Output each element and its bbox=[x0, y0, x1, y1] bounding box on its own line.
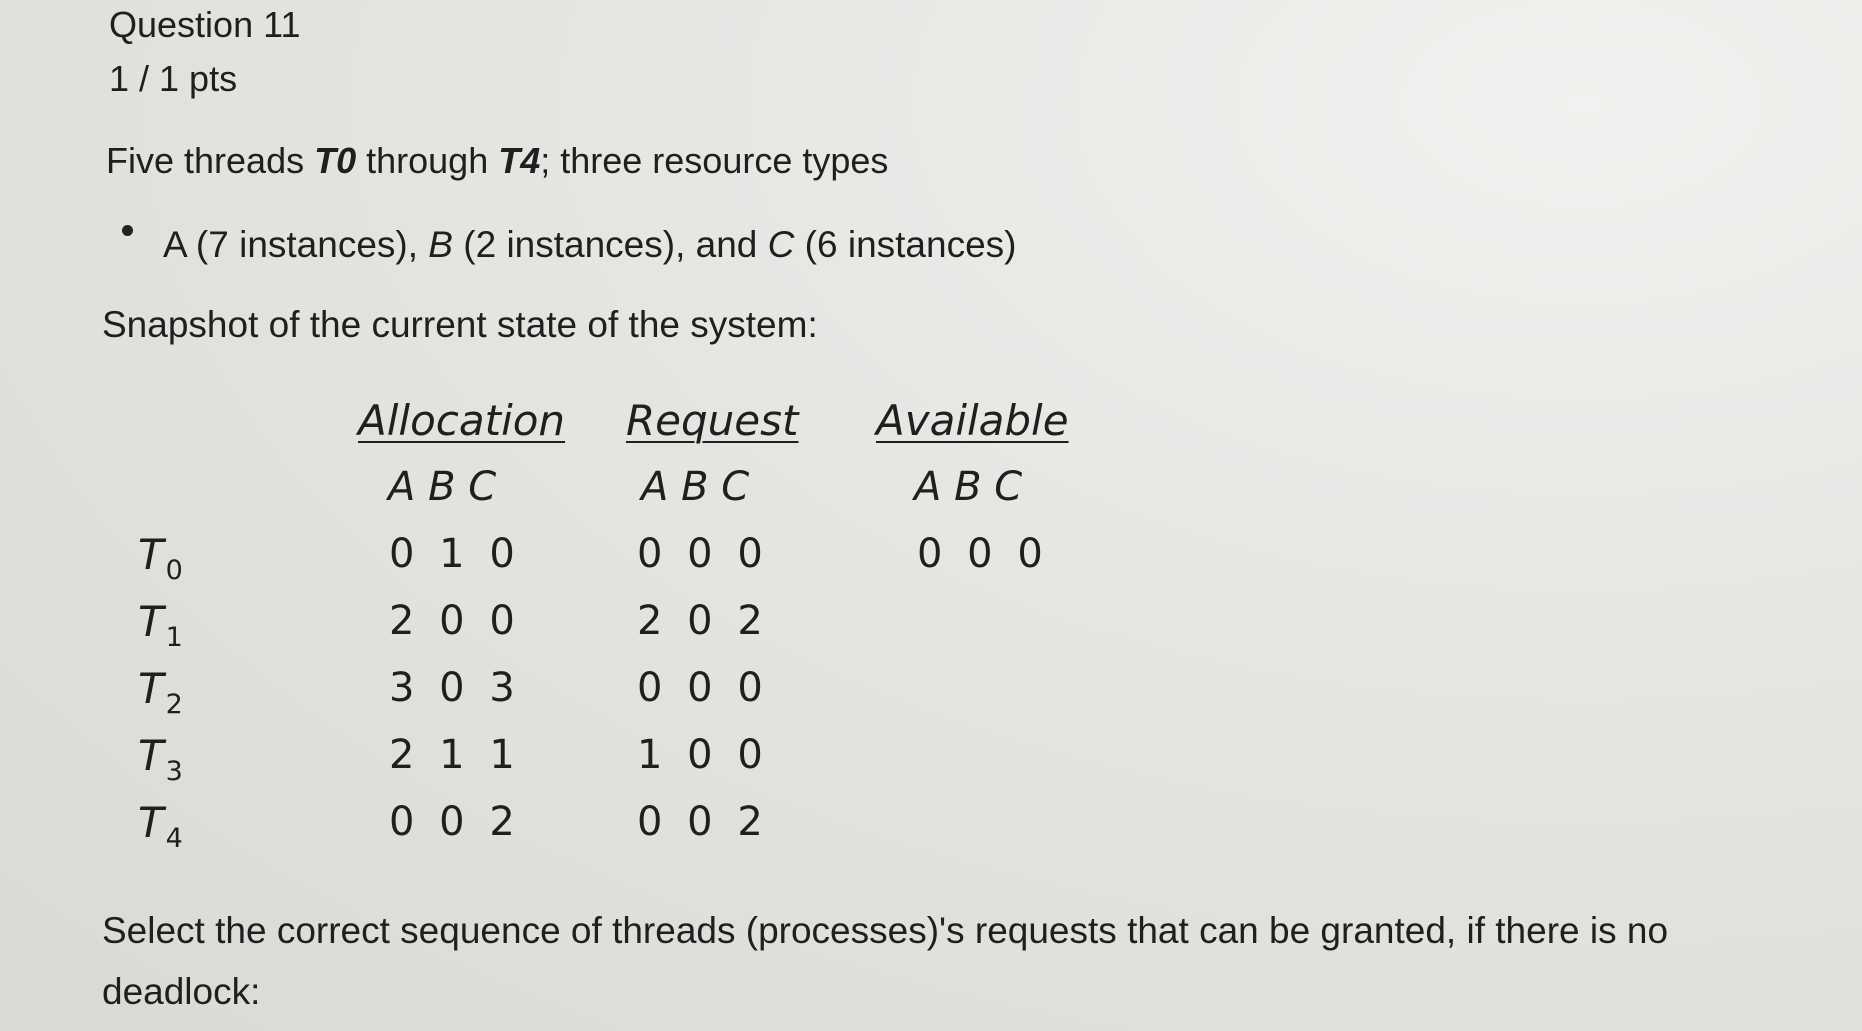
thread-index: 0 bbox=[165, 555, 183, 586]
intro-text bbox=[106, 140, 888, 182]
resource-b-letter: B bbox=[428, 224, 453, 265]
allocation-cell: 2 0 0 bbox=[389, 598, 521, 644]
thread-letter: T bbox=[138, 798, 164, 847]
resource-c-letter: C bbox=[767, 224, 795, 265]
thread-label bbox=[138, 664, 183, 720]
allocation-cell: 2 1 1 bbox=[389, 732, 521, 778]
request-cell: 0 0 2 bbox=[637, 799, 769, 845]
request-header: Request bbox=[626, 396, 799, 445]
thread-label bbox=[138, 597, 183, 653]
resource-c-rest: (6 instances) bbox=[794, 224, 1017, 265]
thread-label bbox=[138, 731, 183, 787]
thread-letter: T bbox=[138, 530, 164, 579]
thread-letter: T bbox=[138, 664, 164, 713]
intro-prefix: Five threads bbox=[106, 140, 315, 181]
request-cell: 0 0 0 bbox=[637, 531, 769, 577]
available-subheader: A B C bbox=[914, 464, 1023, 510]
intro-first-thread: T0 bbox=[314, 140, 357, 181]
available-cell: 0 0 0 bbox=[917, 531, 1049, 577]
thread-index: 3 bbox=[165, 756, 183, 787]
thread-label bbox=[138, 530, 183, 586]
intro-suffix: ; three resource types bbox=[540, 140, 889, 181]
allocation-cell: 0 1 0 bbox=[389, 531, 521, 577]
allocation-subheader: A B C bbox=[388, 464, 497, 510]
resource-list-item bbox=[163, 224, 1016, 266]
question-points: 1 / 1 pts bbox=[109, 58, 238, 99]
thread-index: 1 bbox=[165, 622, 183, 653]
allocation-cell: 3 0 3 bbox=[389, 665, 521, 711]
thread-label bbox=[138, 798, 183, 854]
request-cell: 1 0 0 bbox=[637, 732, 769, 778]
question-prompt: Select the correct sequence of threads (processes)'s requests that can be granted, if there is no deadlock: bbox=[102, 910, 1669, 1012]
allocation-cell: 0 0 2 bbox=[389, 799, 521, 845]
intro-middle: through bbox=[356, 140, 499, 181]
bullet-icon bbox=[122, 225, 133, 236]
intro-last-thread: T4 bbox=[498, 140, 541, 181]
available-header: Available bbox=[876, 396, 1069, 445]
question-title: Question 11 bbox=[109, 4, 301, 45]
thread-letter: T bbox=[138, 731, 164, 780]
resource-a: A (7 instances), bbox=[163, 224, 429, 265]
request-subheader: A B C bbox=[641, 464, 750, 510]
thread-letter: T bbox=[138, 597, 164, 646]
thread-index: 2 bbox=[165, 689, 183, 720]
resource-b-rest: (2 instances), and bbox=[452, 224, 768, 265]
request-cell: 2 0 2 bbox=[637, 598, 769, 644]
thread-index: 4 bbox=[165, 823, 183, 854]
snapshot-label: Snapshot of the current state of the system: bbox=[102, 304, 818, 345]
allocation-header: Allocation bbox=[358, 396, 566, 445]
request-cell: 0 0 0 bbox=[637, 665, 769, 711]
